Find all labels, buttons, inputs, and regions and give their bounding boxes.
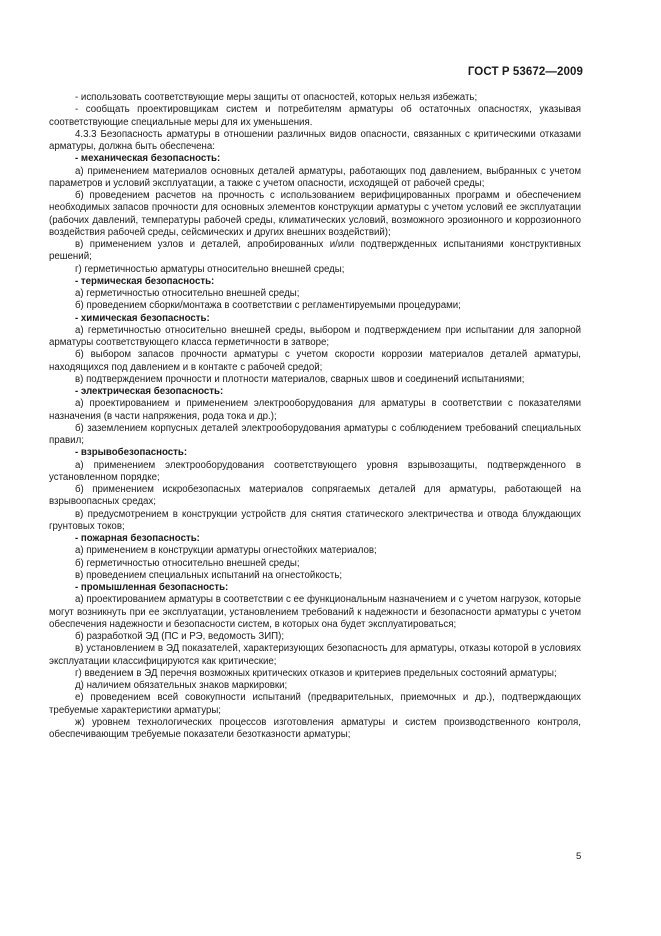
paragraph: в) предусмотрением в конструкции устройств для снятия статического электричества и отвода блуждающих грунтовых токов; xyxy=(49,508,581,532)
paragraph: б) разработкой ЭД (ПС и РЭ, ведомость ЗИП); xyxy=(75,631,285,642)
section-heading xyxy=(49,582,581,594)
paragraph: б) применением искробезопасных материалов сопрягаемых деталей для арматуры, работающей на взрывоопасных средах; xyxy=(49,484,581,508)
paragraph: е) проведением всей совокупности испытаний (предварительных, приемочных и др.), подтверждающих требуемые характеристики арматуры; xyxy=(49,692,581,716)
paragraph: г) введением в ЭД перечня возможных критических отказов и критериев предельных состояний арматуры; xyxy=(75,667,557,679)
section-heading xyxy=(49,533,581,545)
paragraph: б) заземлением корпусных деталей электрооборудования арматуры с соблюдением требований специальных правил; xyxy=(49,422,581,446)
paragraph: а) герметичностью относительно внешней среды, выбором и подтверждением при испытании для запорной арматуры соответствующего класса герметичности в затворе; xyxy=(49,324,581,348)
paragraph: а) герметичностью относительно внешней среды; xyxy=(75,288,300,299)
section-heading-text: - промышленная безопасность: xyxy=(75,582,229,593)
section-heading-text: - пожарная безопасность: xyxy=(75,533,200,544)
section-heading xyxy=(49,386,581,398)
paragraph: б) проведением расчетов на прочность с использованием верифицированных программ и обеспечением необходимых запасов прочности для основных элементов конструкции арматуры с учетом условий ее эксплуатации (рабочих давлений, температуры рабочей среды, климатических условий, возможного эрозионного и коррозионного воздействия рабочей среды, сейсмических и других внешних воздействий); xyxy=(49,190,581,238)
paragraph: д) наличием обязательных знаков маркировки; xyxy=(75,680,288,691)
paragraph: - использовать соответствующие меры защиты от опасностей, которых нельзя избежать; xyxy=(75,92,478,103)
document-body xyxy=(49,92,581,741)
section-heading-text: - химическая безопасность: xyxy=(75,312,210,324)
section-heading-text: - электрическая безопасность: xyxy=(75,386,224,397)
section-heading xyxy=(49,447,581,459)
paragraph: - сообщать проектировщикам систем и потребителям арматуры об остаточных опасностях, указывая соответствующие специальные меры для их уменьшения. xyxy=(49,104,581,128)
paragraph: б) выбором запасов прочности арматуры с учетом скорости коррозии материалов деталей арматуры, находящихся под давлением и в контакте с рабочей средой; xyxy=(49,349,581,373)
section-heading xyxy=(49,153,581,165)
section-heading-text: - термическая безопасность: xyxy=(75,275,215,287)
section-heading xyxy=(49,276,581,288)
paragraph: а) применением электрооборудования соответствующего уровня взрывозащиты, подтвержденного в установленном порядке; xyxy=(49,459,581,483)
section-heading xyxy=(49,313,581,325)
paragraph: ж) уровнем технологических процессов изготовления арматуры и систем производственного контроля, обеспечивающим требуемые показатели безотказности арматуры; xyxy=(49,716,581,740)
document-code: ГОСТ Р 53672—2009 xyxy=(467,66,583,78)
paragraph: а) применением материалов основных деталей арматуры, работающих под давлением, выбранных с учетом параметров и условий эксплуатации, а также с учетом опасности, исходящей от рабочей среды; xyxy=(49,165,581,189)
paragraph: г) герметичностью арматуры относительно внешней среды; xyxy=(75,263,345,275)
paragraph: в) проведением специальных испытаний на огнестойкость; xyxy=(75,569,343,581)
paragraph: в) подтверждением прочности и плотности материалов, сварных швов и соединений испытаниями; xyxy=(75,373,525,385)
paragraph: в) установлением в ЭД показателей, характеризующих безопасность для арматуры, отказы которой в условиях эксплуатации классифицируются как критические; xyxy=(49,643,581,667)
section-heading-text: - механическая безопасность: xyxy=(75,153,221,165)
paragraph: а) применением в конструкции арматуры огнестойких материалов; xyxy=(75,545,377,557)
paragraph: б) герметичностью относительно внешней среды; xyxy=(75,557,300,569)
paragraph: в) применением узлов и деталей, апробированных и/или подтвержденных испытаниями конструктивных решений; xyxy=(49,239,581,263)
paragraph: б) проведением сборки/монтажа в соответствии с регламентируемыми процедурами; xyxy=(75,300,461,312)
paragraph: а) проектированием арматуры в соответствии с ее функциональным назначением и с учетом нагрузок, которые могут возникнуть при ее эксплуатации, установлением требований к надежности и безопасности арматуры с учетом обеспечения надежности и безопасности систем, в которых она будет эксплуатироваться; xyxy=(49,594,581,630)
section-heading-text: - взрывобезопасность: xyxy=(75,447,188,459)
page-number: 5 xyxy=(576,851,582,862)
paragraph: 4.3.3 Безопасность арматуры в отношении различных видов опасности, связанных с критическими отказами арматуры, должна быть обеспечена: xyxy=(49,128,581,152)
paragraph: а) проектированием и применением электрооборудования для арматуры в соответствии с показателями назначения (в части напряжения, рода тока и др.); xyxy=(49,398,581,422)
